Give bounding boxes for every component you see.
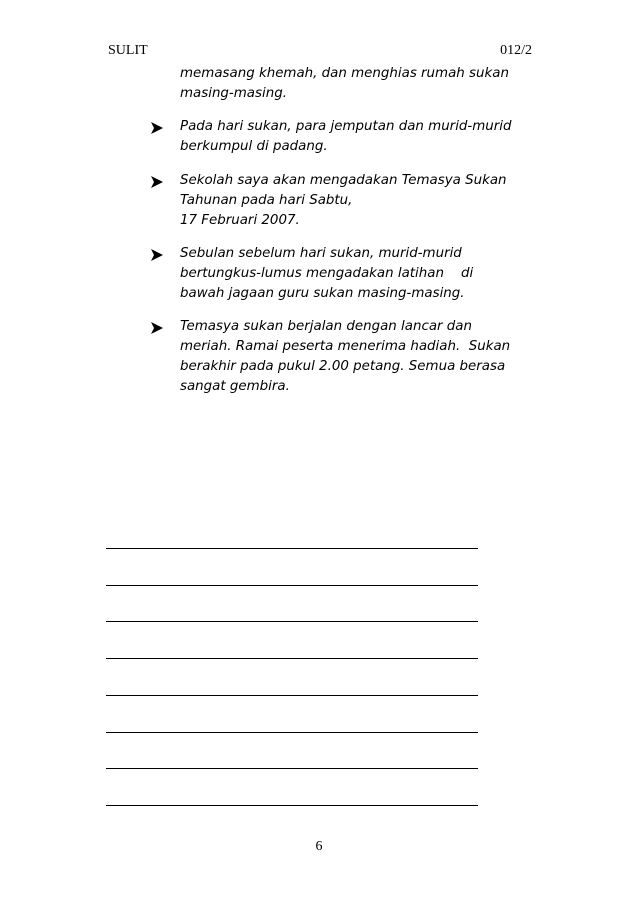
arrow-bullet-icon — [150, 175, 164, 189]
answer-line[interactable] — [106, 805, 478, 806]
text-line: Sekolah saya akan mengadakan Temasya Sukan — [180, 173, 507, 188]
text-line: Pada hari sukan, para jemputan dan murid-murid — [180, 119, 512, 134]
text-line: Temasya sukan berjalan dengan lancar dan — [180, 319, 472, 334]
text-line: Sebulan sebelum hari sukan, murid-murid — [180, 246, 462, 261]
answer-line[interactable] — [106, 585, 478, 586]
text-line: Tahunan pada hari Sabtu, — [180, 193, 353, 208]
bullet-paragraph — [180, 317, 560, 397]
bullet-paragraph — [180, 244, 560, 304]
text-line: masing-masing. — [180, 86, 287, 101]
answer-line[interactable] — [106, 548, 478, 549]
arrow-bullet-icon — [150, 321, 164, 335]
answer-line[interactable] — [106, 621, 478, 622]
text-line: berakhir pada pukul 2.00 petang. Semua berasa — [180, 359, 506, 374]
header-right: 012/2 — [500, 43, 532, 58]
bullet-paragraph — [180, 117, 560, 157]
arrow-bullet-icon — [150, 121, 164, 135]
answer-line[interactable] — [106, 732, 478, 733]
page-number: 6 — [315, 839, 323, 854]
answer-line[interactable] — [106, 658, 478, 659]
text-line: berkumpul di padang. — [180, 139, 328, 154]
text-line: 17 Februari 2007. — [180, 213, 300, 228]
continuation-paragraph — [180, 64, 560, 104]
text-line: bertungkus-lumus mengadakan latihan di — [180, 266, 474, 281]
text-line: meriah. Ramai peserta menerima hadiah. Sukan — [180, 339, 511, 354]
arrow-bullet-icon — [150, 248, 164, 262]
answer-line[interactable] — [106, 695, 478, 696]
text-line: memasang khemah, dan menghias rumah sukan — [180, 66, 509, 81]
answer-line[interactable] — [106, 768, 478, 769]
header-left: SULIT — [108, 43, 148, 58]
text-line: sangat gembira. — [180, 379, 290, 394]
bullet-paragraph — [180, 171, 560, 231]
text-line: bawah jagaan guru sukan masing-masing. — [180, 286, 465, 301]
